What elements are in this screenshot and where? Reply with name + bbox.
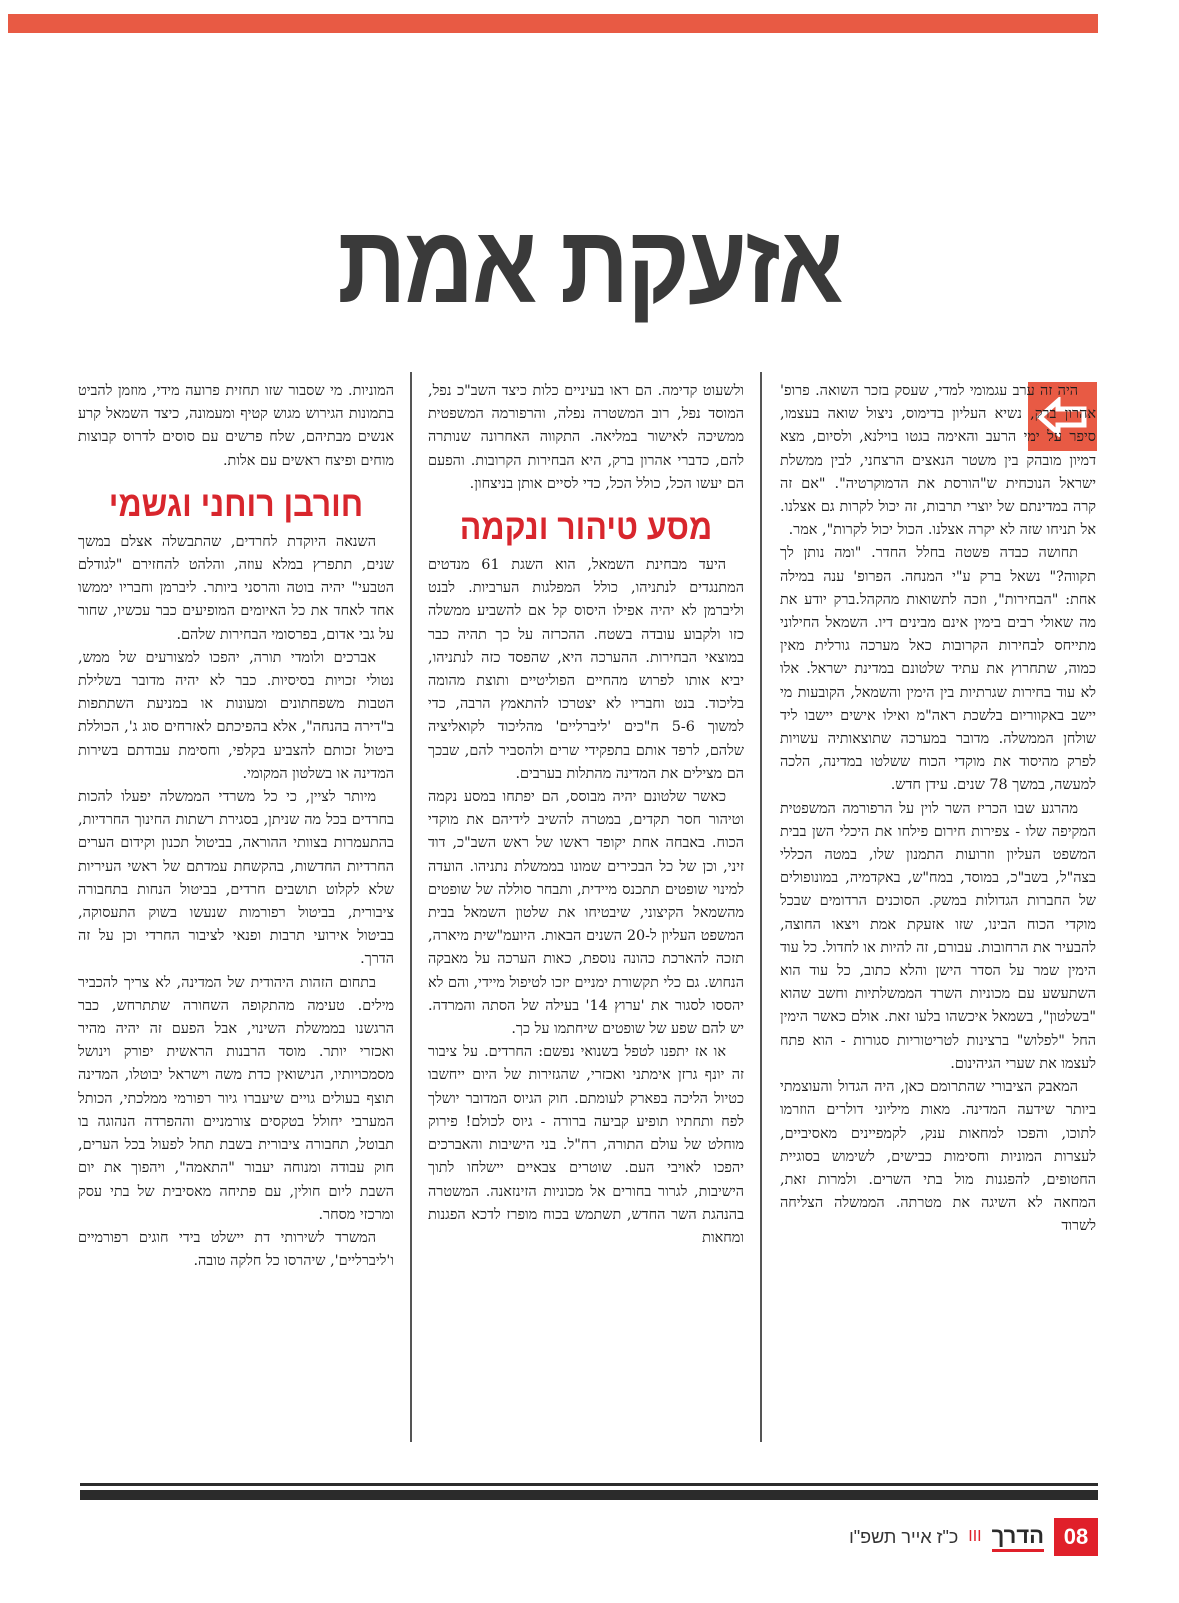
- column-left-text-after: [78, 531, 394, 1274]
- column-divider-left: [410, 372, 412, 1442]
- column-middle-text-after: [428, 554, 744, 1250]
- article-paragraph: המשרד לשירותי דת יישלט בידי חוגים רפורמיים ו'ליברליים', שיהרסו כל חלקה טובה.: [78, 1229, 394, 1270]
- article-paragraph: היעד מבחינת השמאל, הוא השגת 61 מנדטים המתנגדים לנתניהו, כולל המפלגות הערביות. לבנט וליברמן לא יהיה אפילו היסוס קל אם להשביע ממשלה כזו ולקבוע עובדה בשטח. ההכרזה על כך תהיה כבר במוצאי הבחירות. ההערכה היא, שהפסד כזה לנתניהו, יביא אותו לפרוש מהחיים הפוליטיים ותוצת מהומה בליכוד. בנט וחבריו לא יצטרכו להתאמץ הרבה, כדי למשוך 5-6 ח"כים 'ליברליים' מהליכוד לקואליציה שלהם, לרפד אותם בתפקידי שרים ולהסביר להם, שבכך הם מצילים את המדינה מהתלות בערבים.: [428, 557, 744, 782]
- issue-date: כ"ז אייר תשפ"ו: [849, 1526, 959, 1547]
- footer-rule-thin: [80, 1483, 1098, 1486]
- article-paragraph: בתחום הזהות היהודית של המדינה, לא צריך להכביר מילים. טעימה מהתקופה השחורה שתתרחש, כבר הרגשנו בממשלת השינוי, אבל הפעם זה יהיה מהיר ואכזרי יותר. מוסד הרבנות הראשית יפורק וינושל מסמכויותיו, הנישואין כדת משה וישראל יבוטלו, המדינה תוצף בעולים גויים שיעברו גיור רפורמי ממלכתי, הכותל המערבי יחולל בטקסים צורמניים וההפרדה הנהוגה בו תבוטל, תחבורה ציבורית בשבת תחל לפעול בכל הערים, חוק עבודה ומנוחה יעבור "התאמה", ויהפוך את יום השבת ליום חולין, עם פתיחה מאסיבית של בתי עסק ומרכזי מסחר.: [78, 974, 394, 1223]
- column-divider-right: [760, 372, 762, 1442]
- article-paragraph: מיותר לציין, כי כל משרדי הממשלה יפעלו להכות בחרדים בכל מה שניתן, בסגירת רשתות החינוך החרדיות, בהתעמרות בצוותי ההוראה, בביטול תכנון וקידום הערים החרדיות החדשות, בהקשחת עמדתם של ראשי העיריות שלא לקלוט תושבים חרדים, בביטול הנחות בתחבורה ציבורית, בביטול רפורמות שנעשו בשוק התעסוקה, בביטול אירועי תרבות ופנאי לציבור החרדי וכן על זה הדרך.: [78, 789, 394, 968]
- page-number: 08: [1054, 1518, 1098, 1556]
- publication-logo: הדרך: [992, 1523, 1044, 1552]
- column-right-text: [780, 380, 1096, 1239]
- article-paragraph: המוניות. מי שסבור שזו תחזית פרועה מידי, מוזמן להביט בתמונות הגירוש מגוש קטיף ומעמונה, כיצד השמאל קרע אנשים מבתיהם, שלח פרשים עם סוסים לדרוס קבוצות מוחים ופיצח ראשים עם אלות.: [78, 383, 394, 469]
- article-paragraph: השנאה היוקדת לחרדים, שהתבשלה אצלם במשך שנים, תתפרץ במלא עוזה, והלהט להחזירם "לגודלם הטבעי" יהיה בוטה והרסני ביותר. ליברמן וחבריו יממשו אחד לאחד את כל האיומים המופיעים כבר עכשיו, שחור על גבי אדום, בפרסומי הבחירות שלהם.: [78, 533, 394, 643]
- article-headline: אזעקת אמת: [337, 202, 842, 326]
- page-footer: [849, 1518, 1098, 1556]
- article-paragraph: תחושה כבדה פשטה בחלל החדר. "ומה נותן לך תקווה?" נשאל ברק ע"י המנחה. הפרופ' ענה במילה אחת: "הבחירות", וזכה לתשואות מהקהל.ברק יודע את מה שאולי רבים בימין אינם מבינים דיו. השמאל החילוני מתייחס לבחירות הקרובות כאל מערכה גורלית מאין כמוה, שתחרוץ את עתיד שלטונם במדינת ישראל. אלו לא עוד בחירות שגרתיות בין הימין והשמאל, הקובעות מי יישב באקווריום בלשכת ראה"מ ואילו אישים יישבו ליד שולחן הממשלה. מדובר במערכה שתוצאותיה עשויות לפרק מהיסוד את מוקדי הכוח ששלטו במדינה, הלכה למעשה, במשך 78 שנים. עידן חדש.: [780, 545, 1096, 794]
- article-paragraph: היה זה ערב עגמומי למדי, שעסק בזכר השואה. פרופ' אהרון ברק, נשיא העליון בדימוס, ניצול שואה בעצמו, סיפר על ימי הרעב והאימה בגטו בוילנא, ולסיום, מצא דמיון מובהק בין משטר הנאצים הרצחני, לבין ממשלת ישראל הנוכחית ש"הורסת את הדמוקרטיה". "אם זה קרה במדינתם של יוצרי תרבות, זה יכול לקרות גם אצלנו. אל תניחו שזה לא יקרה אצלנו. הכול יכול לקרות", אמר.: [780, 383, 1096, 539]
- article-paragraph: מהרגע שבו הכריז השר לוין על הרפורמה המשפטית המקיפה שלו - צפירות חירום פילחו את היכלי השן בבית המשפט העליון וזרועות התמנון שלו, במטה הכללי בצה"ל, בשב"כ, במוסד, במח"ש, באקדמיה, במונופולים של החברות הגדולות במשק. הסוכנים הרדומים שבכל מוקדי הכוח הבינו, שזו אזעקת אמת ויצאו החוצה, להבעיר את הרחובות. עבורם, זה להיות או לחדול. כל עוד הימין שמר על הסדר הישן והלא כתוב, כל עוד הוא השתעשע עם מכוניות השרד הממשלתיות וחשב שהוא "בשלטון", בשמאל איכשהו בלעו זאת. אולם כאשר הימין החל "לפלוש" ברצינות לטריטוריות סגורות - הוא פתח לעצמו את שערי הגיהינום.: [780, 800, 1096, 1072]
- article-column-middle: [428, 380, 744, 1440]
- article-paragraph: המאבק הציבורי שהתרומם כאן, היה הגדול והעוצמתי ביותר שידעה המדינה. מאות מיליוני דולרים הוזרמו לתוכו, והפכו למחאות ענק, לקמפיינים מאסיביים, לעצרות המוניות וחסימות כבישים, לשימוש בסוגיית החטופים, להפגנות מול בתי השרים. ולמרות זאת, המחאה לא השיגה את מטרתה. הממשלה הצליחה לשרוד: [780, 1079, 1096, 1235]
- article-paragraph: אברכים ולומדי תורה, יהפכו למצורעים של ממש, נטולי זכויות בסיסיות. כבר לא יהיה מדובר בשלילת הטבות משפחתונים ומעונות או במניעת השתתפות ב"דירה בהנחה", אלא בהפיכתם לאזרחים סוג ג', הכוללת ביטול זכותם להצביע בקלפי, וחסימת עבודתם בשירות המדינה או בשלטון המקומי.: [78, 649, 394, 782]
- article-paragraph: או אז יתפנו לטפל בשנואי נפשם: החרדים. על ציבור זה יונף גרזן אימתני ואכזרי, שהגזירות של היום ייחשבו כטיול הליכה בפארק לעומתם. חוק הגיוס המדובר יושלך לפח ותחתיו תופיע קביעה ברורה - גיוס לכולם! פירוק מוחלט של עולם התורה, רח"ל. בני הישיבות והאברכים יהפכו לאויבי העם. שוטרים צבאיים יישלחו לתוך הישיבות, לגרור בחורים אל מכוניות הזינזאנה. המשטרה בהנהגת השר החדש, תשתמש בכוח מופרז לדכא הפגנות ומחאות: [428, 1044, 744, 1246]
- footer-rule-thick: [80, 1490, 1098, 1500]
- footer-separator: III: [968, 1528, 982, 1545]
- top-accent-bar: [8, 14, 1098, 33]
- subheading-middle: מסע טיהור ונקמה: [459, 507, 713, 547]
- column-middle-text: [428, 380, 744, 496]
- article-paragraph: ולשעוט קדימה. הם ראו בעיניים כלות כיצד השב"כ נפל, המוסד נפל, רוב המשטרה נפלה, והרפורמה המשפטית ממשיכה לאישור במליאה. התקווה האחרונה שנותרה להם, כדברי אהרון ברק, היא הבחירות הקרובות. והפעם הם יעשו הכל, כולל הכל, כדי לסיים אותן בניצחון.: [428, 383, 744, 492]
- article-column-left: [78, 380, 394, 1440]
- article-column-right: [780, 380, 1096, 1440]
- article-paragraph: כאשר שלטונם יהיה מבוסס, הם יפתחו במסע נקמה וטיהור חסר תקדים, במטרה להשיב לידיהם את מוקדי הכוח. באבחה אחת יקופד ראשו של ראש השב"כ, דוד זיני, וכן של כל הבכירים שמונו בממשלת נתניהו. הועדה למינוי שופטים תתכנס מיידית, ותבחר סוללה של שופטים מהשמאל הקיצוני, שיבטיחו את שלטון השמאל בבית המשפט העליון ל-20 השנים הבאות. היועמ"שית מיארה, תזכה להארכת כהונה נוספת, כאות הערכה על מאבקה הנחוש. גם כלי תקשורת ימניים יזכו לטיפול מיידי, והם לא יהססו לסגור את 'ערוץ 14' בעילה של הסתה והמרדה. יש להם שפע של שופטים שיחתמו על כך.: [428, 789, 744, 1038]
- column-left-text: [78, 380, 394, 473]
- subheading-left: חורבן רוחני וגשמי: [108, 484, 364, 524]
